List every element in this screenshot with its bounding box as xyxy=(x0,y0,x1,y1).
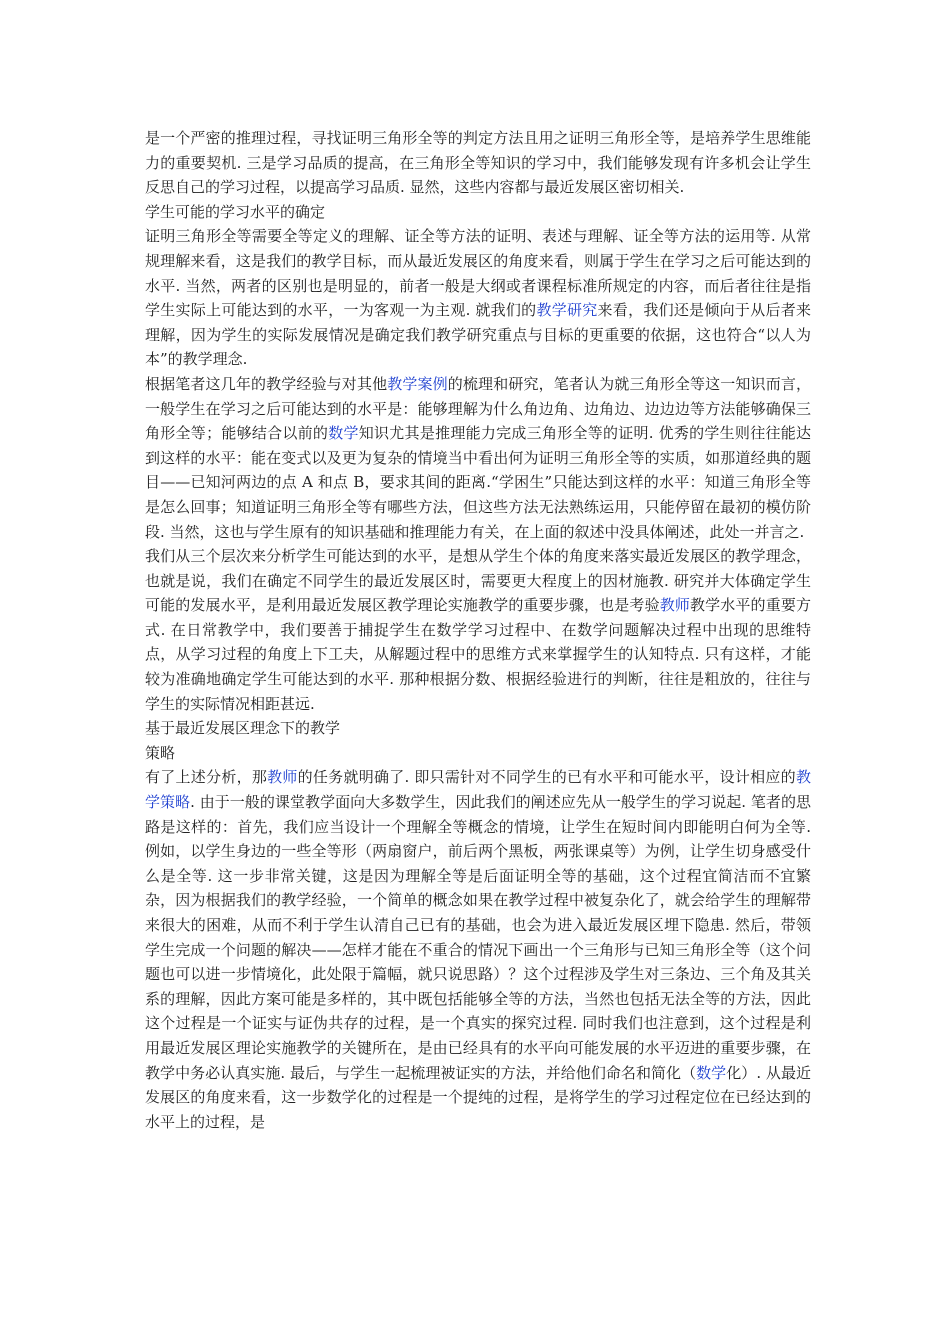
body-paragraph xyxy=(145,544,811,716)
section-heading xyxy=(145,716,811,741)
inline-link[interactable]: 教学策略 xyxy=(145,768,811,812)
text-run: 有了上述分析，那 xyxy=(145,768,268,787)
body-paragraph xyxy=(145,372,811,544)
text-run: 证明三角形全等需要全等定义的理解、证全等方法的证明、表述与理解、证全等方法的运用等. 从常规理解来看，这是我们的教学目标，而从最近发展区的角度来看，则属于学生在学习之后可能达到的水平. 当然，两者的区别也是明显的，前者一般是大纲或者课程标准所规定的内容，而后者往往是指学生实际上可能达到的水平，一为客观一为主观. 就我们的 xyxy=(145,227,811,320)
text-run: 根据笔者这几年的教学经验与对其他 xyxy=(145,374,388,393)
text-run: 我们从三个层次来分析学生可能达到的水平，是想从学生个体的角度来落实最近发展区的教学理念，也就是说，我们在确定不同学生的最近发展区时，需要更大程度上的因材施教. 研究并大体确定学生可能的发展水平，是利用最近发展区教学理论实施教学的重要步骤，也是考验 xyxy=(145,547,811,615)
text-run: 教学水平的重要方式. 在日常教学中，我们要善于捕捉学生在数学学习过程中、在数学问题解决过程中出现的思维特点，从学习过程的角度上下工夫，从解题过程中的思维方式来掌握学生的认知特点. 只有这样，才能较为准确地确定学生可能达到的水平. 那种根据分数、根据经验进行的判断，往往是粗放的，往往与学生的实际情况相距甚远. xyxy=(145,596,811,713)
section-heading xyxy=(145,741,811,766)
text-run: 化）. 从最近发展区的角度来看，这一步数学化的过程是一个提纯的过程，是将学生的学习过程定位在已经达到的水平上的过程，是 xyxy=(145,1063,811,1131)
text-run: 知识尤其是推理能力完成三角形全等的证明. 优秀的学生则往往能达到这样的水平：能在变式以及更为复杂的情境当中看出何为证明三角形全等的实质，如那道经典的题目——已知河两边的点 A 和点 B，要求其间的距离.“学困生”只能达到这样的水平：知道三角形全等是怎么回事；知道证明三角形全等有哪些方法，但这些方法无法熟练运用，只能停留在最初的模仿阶段. 当然，这也与学生原有的知识基础和推理能力有关，在上面的叙述中没具体阐述，此处一并言之. xyxy=(145,424,811,541)
body-paragraph xyxy=(145,126,811,200)
text-run: 基于最近发展区理念下的教学 xyxy=(145,719,341,738)
section-heading xyxy=(145,200,811,225)
inline-link[interactable]: 教学研究 xyxy=(536,301,598,320)
text-run: . 由于一般的课堂教学面向大多数学生，因此我们的阐述应先从一般学生的学习说起. 笔者的思路是这样的：首先，我们应当设计一个理解全等概念的情境，让学生在短时间内即能明白何为全等. 例如，以学生身边的一些全等形（两扇窗户，前后两个黑板，两张课桌等）为例，让学生切身感受什么是全等. 这一步非常关键，这是因为理解全等是后面证明全等的基础，这个过程宜简洁而不宜繁杂，因为根据我们的教学经验，一个简单的概念如果在教学过程中被复杂化了，就会给学生的理解带来很大的困难，从而不利于学生认清自己已有的基础，也会为进入最近发展区埋下隐患. 然后，带领学生完成一个问题的解决——怎样才能在不重合的情况下画出一个三角形与已知三角形全等（这个问题也可以进一步情境化，此处限于篇幅，就只说思路）？这个过程涉及学生对三条边、三个角及其关系的理解，因此方案可能是多样的，其中既包括能够全等的方法，当然也包括无法全等的方法，因此这个过程是一个证实与证伪共存的过程，是一个真实的探究过程. 同时我们也注意到，这个过程是利用最近发展区理论实施教学的关键所在，是由已经具有的水平向可能发展的水平迈进的重要步骤，在教学中务必认真实施. 最后，与学生一起梳理被证实的方法，并给他们命名和简化（ xyxy=(145,793,811,1082)
text-run: 是一个严密的推理过程，寻找证明三角形全等的判定方法且用之证明三角形全等，是培养学生思维能力的重要契机. 三是学习品质的提高，在三角形全等知识的学习中，我们能够发现有许多机会让学生反思自己的学习过程，以提高学习品质. 显然，这些内容都与最近发展区密切相关. xyxy=(145,129,811,197)
inline-link[interactable]: 教师 xyxy=(267,768,298,787)
body-paragraph xyxy=(145,224,811,372)
text-run: 的梳理和研究，笔者认为就三角形全等这一知识而言，一般学生在学习之后可能达到的水平是：能够理解为什么角边角、边角边、边边边等方法能够确保三角形全等；能够结合以前的 xyxy=(145,374,811,443)
document-page xyxy=(145,126,811,1134)
inline-link[interactable]: 数学 xyxy=(696,1063,727,1082)
text-run: 策略 xyxy=(145,743,176,762)
text-run: 学生可能的学习水平的确定 xyxy=(145,202,326,221)
text-run: 来看，我们还是倾向于从后者来理解，因为学生的实际发展情况是确定我们教学研究重点与目标的更重要的依据，这也符合“以人为本”的教学理念. xyxy=(145,301,811,369)
inline-link[interactable]: 教学案例 xyxy=(387,374,448,393)
inline-link[interactable]: 教师 xyxy=(659,596,690,615)
inline-link[interactable]: 数学 xyxy=(328,424,359,443)
text-run: 的任务就明确了. 即只需针对不同学生的已有水平和可能水平，设计相应的 xyxy=(297,768,796,787)
body-paragraph xyxy=(145,765,811,1134)
